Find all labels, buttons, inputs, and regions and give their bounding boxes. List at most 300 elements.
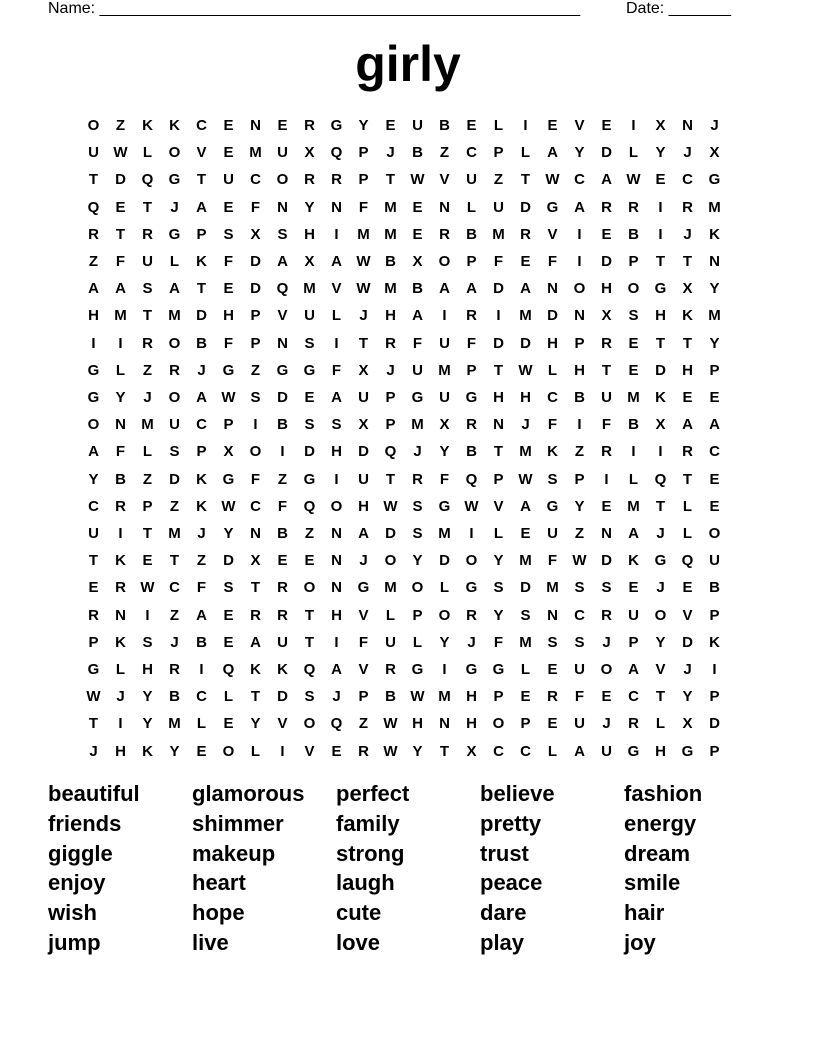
grid-letter: A — [574, 198, 585, 216]
grid-letter: K — [250, 661, 261, 678]
grid-letter: X — [304, 144, 315, 162]
grid-letter: P — [520, 715, 531, 733]
grid-letter: E — [547, 715, 558, 733]
grid-letter: I — [334, 334, 339, 352]
grid-letter: W — [86, 688, 101, 706]
grid-letter: A — [331, 389, 342, 406]
grid-letter: J — [170, 633, 179, 651]
grid-letter: H — [601, 280, 612, 298]
grid-letter: T — [88, 171, 99, 189]
grid-letter: B — [466, 443, 477, 461]
grid-letter: L — [682, 525, 693, 542]
grid-letter: D — [277, 389, 288, 406]
grid-letter: P — [412, 606, 423, 624]
grid-letter: O — [465, 552, 478, 570]
grid-letter: E — [709, 497, 720, 515]
grid-letter: Z — [169, 606, 180, 624]
grid-letter: I — [334, 225, 339, 243]
grid-letter: J — [683, 225, 692, 243]
grid-letter: G — [330, 117, 343, 134]
grid-letter: N — [682, 117, 693, 134]
grid-letter: K — [115, 552, 126, 570]
grid-letter: T — [385, 171, 396, 189]
grid-letter: O — [87, 416, 100, 434]
grid-letter: A — [547, 144, 558, 162]
grid-letter: M — [627, 497, 640, 515]
grid-letter: Q — [276, 280, 289, 298]
grid-letter: W — [356, 253, 371, 270]
header-line — [48, 0, 748, 20]
grid-letter: K — [628, 552, 639, 570]
grid-letter: R — [250, 606, 261, 624]
grid-letter: C — [574, 171, 585, 189]
grid-letter: J — [359, 552, 368, 570]
word-bank-item: play — [480, 930, 525, 955]
grid-letter: I — [118, 715, 123, 733]
grid-letter: A — [358, 525, 369, 542]
grid-letter: Y — [142, 715, 153, 733]
grid-letter: S — [574, 633, 585, 651]
word-bank-item: live — [192, 930, 229, 955]
grid-letter: H — [466, 688, 477, 706]
grid-letter: E — [466, 117, 477, 134]
grid-letter: L — [385, 606, 396, 624]
grid-letter: E — [628, 579, 639, 597]
word-bank-item: hair — [624, 900, 665, 926]
grid-letter: V — [682, 606, 693, 624]
grid-letter: N — [574, 307, 585, 325]
grid-letter: P — [493, 470, 504, 488]
grid-letter: W — [410, 688, 425, 706]
grid-letter: R — [466, 307, 477, 325]
grid-letter: Y — [250, 715, 261, 733]
grid-letter: Z — [358, 715, 369, 733]
grid-letter: B — [466, 225, 477, 243]
word-bank-item: friends — [48, 810, 122, 836]
grid-letter: C — [250, 171, 261, 189]
grid-letter: C — [493, 742, 504, 760]
grid-letter: D — [601, 253, 612, 270]
grid-letter: Y — [709, 280, 720, 298]
grid-letter: P — [223, 416, 234, 434]
grid-letter: Y — [709, 334, 720, 352]
grid-letter: V — [358, 661, 369, 678]
grid-letter: R — [439, 225, 450, 243]
grid-letter: I — [334, 633, 339, 651]
grid-letter: L — [331, 307, 342, 325]
grid-letter: J — [359, 307, 368, 325]
grid-letter: E — [223, 715, 234, 733]
grid-letter: I — [658, 198, 663, 216]
grid-letter: M — [384, 225, 397, 243]
grid-letter: K — [709, 633, 720, 651]
grid-letter: Y — [412, 552, 423, 570]
grid-letter: G — [357, 579, 370, 597]
grid-letter: R — [601, 606, 612, 624]
grid-letter: K — [196, 470, 207, 488]
grid-letter: D — [250, 280, 261, 298]
grid-letter: E — [601, 225, 612, 243]
grid-letter: Z — [142, 361, 153, 379]
grid-letter: W — [221, 497, 236, 515]
grid-letter: I — [577, 416, 582, 434]
grid-letter: U — [493, 198, 504, 216]
grid-letter: D — [493, 334, 504, 352]
grid-letter: E — [385, 117, 396, 134]
grid-letter: S — [223, 579, 234, 597]
grid-letter: W — [572, 552, 587, 570]
grid-letter: R — [466, 416, 477, 434]
grid-letter: S — [331, 416, 342, 434]
grid-letter: G — [411, 661, 424, 678]
grid-letter: U — [169, 416, 180, 434]
grid-letter: W — [626, 171, 641, 189]
grid-letter: E — [709, 470, 720, 488]
grid-letter: Z — [277, 470, 288, 488]
grid-letter: S — [304, 688, 315, 706]
grid-letter: S — [628, 307, 639, 325]
grid-letter: F — [601, 416, 612, 434]
grid-letter: S — [304, 416, 315, 434]
grid-letter: U — [547, 525, 558, 542]
grid-letter: G — [465, 389, 478, 406]
grid-letter: R — [628, 198, 639, 216]
grid-letter: P — [358, 144, 369, 162]
grid-letter: S — [520, 606, 531, 624]
grid-letter: Y — [115, 389, 126, 406]
grid-letter: D — [304, 443, 315, 461]
grid-letter: O — [627, 280, 640, 298]
grid-letter: E — [412, 198, 423, 216]
grid-letter: W — [518, 361, 533, 379]
grid-letter: I — [469, 525, 474, 542]
grid-letter: D — [277, 688, 288, 706]
grid-letter: E — [223, 198, 234, 216]
grid-letter: A — [331, 253, 342, 270]
grid-letter: E — [277, 117, 288, 134]
grid-letter: G — [708, 171, 721, 189]
grid-letter: J — [116, 688, 125, 706]
grid-letter: T — [682, 470, 693, 488]
grid-letter: E — [223, 144, 234, 162]
grid-letter: U — [439, 334, 450, 352]
grid-letter: O — [438, 606, 451, 624]
grid-letter: R — [88, 606, 99, 624]
grid-letter: O — [168, 334, 181, 352]
grid-letter: B — [196, 633, 207, 651]
grid-letter: E — [682, 389, 693, 406]
grid-letter: Q — [141, 171, 154, 189]
grid-letter: Q — [330, 144, 343, 162]
grid-letter: T — [250, 688, 261, 706]
grid-letter: Z — [574, 443, 585, 461]
grid-letter: G — [222, 361, 235, 379]
grid-letter: L — [169, 253, 180, 270]
grid-letter: F — [574, 688, 585, 706]
grid-letter: F — [466, 334, 477, 352]
grid-letter: I — [280, 742, 285, 760]
grid-letter: I — [199, 661, 204, 678]
grid-letter: X — [466, 742, 477, 760]
grid-letter: G — [546, 497, 559, 515]
grid-letter: L — [115, 661, 126, 678]
grid-letter: F — [547, 253, 558, 270]
grid-letter: J — [710, 117, 719, 134]
grid-letter: S — [142, 280, 153, 298]
grid-letter: W — [410, 171, 425, 189]
grid-letter: H — [223, 307, 234, 325]
grid-letter: R — [142, 225, 153, 243]
grid-letter: Q — [303, 497, 316, 515]
grid-letter: P — [709, 688, 720, 706]
grid-letter: V — [196, 144, 207, 162]
grid-letter: D — [601, 552, 612, 570]
grid-letter: L — [520, 144, 531, 162]
grid-letter: I — [604, 470, 609, 488]
grid-letter: M — [438, 361, 451, 379]
grid-letter: T — [655, 334, 666, 352]
grid-letter: G — [654, 280, 667, 298]
grid-letter: I — [442, 661, 447, 678]
grid-letter: P — [709, 606, 720, 624]
grid-letter: M — [519, 633, 532, 651]
grid-letter: H — [547, 334, 558, 352]
grid-letter: C — [466, 144, 477, 162]
grid-letter: A — [88, 443, 99, 461]
grid-letter: G — [168, 171, 181, 189]
grid-letter: W — [518, 470, 533, 488]
grid-letter: E — [601, 117, 612, 134]
grid-letter: H — [304, 225, 315, 243]
grid-letter: T — [358, 334, 369, 352]
grid-letter: F — [115, 253, 126, 270]
grid-letter: G — [87, 389, 100, 406]
grid-letter: O — [384, 552, 397, 570]
grid-letter: E — [223, 606, 234, 624]
grid-letter: X — [682, 715, 693, 733]
grid-letter: H — [142, 661, 153, 678]
grid-letter: H — [115, 742, 126, 760]
grid-letter: K — [115, 633, 126, 651]
word-bank-item: giggle — [48, 840, 113, 866]
grid-letter: X — [250, 225, 261, 243]
grid-letter: W — [221, 389, 236, 406]
grid-letter: R — [142, 334, 153, 352]
grid-letter: Y — [439, 633, 450, 651]
grid-letter: E — [628, 361, 639, 379]
grid-letter: T — [88, 715, 99, 733]
grid-letter: G — [546, 198, 559, 216]
word-bank-item: heart — [192, 870, 246, 896]
grid-letter: M — [519, 307, 532, 325]
grid-letter: D — [115, 171, 126, 189]
word-bank-item: trust — [480, 840, 529, 866]
grid-letter: V — [439, 171, 450, 189]
grid-letter: F — [250, 470, 261, 488]
grid-letter: D — [547, 307, 558, 325]
grid-letter: M — [384, 280, 397, 298]
grid-letter: P — [628, 633, 639, 651]
grid-letter: P — [574, 470, 585, 488]
grid-letter: N — [250, 117, 261, 134]
grid-letter: E — [655, 171, 666, 189]
grid-letter: O — [438, 253, 451, 270]
grid-letter: U — [358, 389, 369, 406]
grid-letter: J — [602, 715, 611, 733]
grid-letter: D — [493, 280, 504, 298]
grid-letter: H — [682, 361, 693, 379]
grid-letter: Q — [384, 443, 397, 461]
grid-letter: T — [142, 307, 153, 325]
grid-letter: B — [412, 144, 423, 162]
word-bank-item: dare — [480, 900, 527, 926]
grid-letter: S — [574, 579, 585, 597]
grid-letter: J — [197, 525, 206, 542]
grid-letter: M — [384, 198, 397, 216]
grid-letter: P — [88, 633, 99, 651]
name-field-label: Name: ______________________________________________________ — [48, 0, 581, 17]
grid-letter: M — [114, 307, 127, 325]
grid-letter: U — [628, 606, 639, 624]
grid-letter: R — [304, 171, 315, 189]
grid-letter: D — [601, 144, 612, 162]
grid-letter: H — [520, 389, 531, 406]
grid-letter: D — [169, 470, 180, 488]
grid-letter: U — [277, 144, 288, 162]
grid-letter: J — [413, 443, 422, 461]
grid-letter: I — [496, 307, 501, 325]
word-bank-item: perfect — [336, 781, 410, 806]
grid-letter: E — [520, 688, 531, 706]
grid-letter: Y — [493, 552, 504, 570]
word-bank-item: shimmer — [192, 810, 284, 836]
grid-letter: R — [682, 443, 693, 461]
word-bank-item: makeup — [192, 840, 276, 866]
grid-letter: A — [196, 389, 207, 406]
grid-letter: F — [223, 253, 234, 270]
grid-letter: J — [656, 579, 665, 597]
grid-letter: T — [88, 552, 99, 570]
grid-letter: O — [222, 742, 235, 760]
grid-letter: O — [330, 497, 343, 515]
grid-letter: A — [628, 661, 639, 678]
word-bank-item: peace — [480, 870, 543, 896]
grid-letter: H — [466, 715, 477, 733]
grid-letter: O — [654, 606, 667, 624]
grid-letter: B — [385, 688, 396, 706]
word-bank-item: jump — [48, 930, 101, 955]
grid-letter: I — [442, 307, 447, 325]
grid-letter: F — [277, 497, 288, 515]
grid-letter: T — [439, 742, 450, 760]
grid-letter: M — [411, 416, 424, 434]
grid-letter: O — [573, 280, 586, 298]
grid-letter: R — [169, 361, 180, 379]
word-bank-item: laugh — [336, 870, 395, 896]
grid-letter: Q — [654, 470, 667, 488]
word-bank-item: love — [336, 930, 381, 955]
grid-letter: L — [547, 742, 558, 760]
grid-letter: C — [682, 171, 693, 189]
grid-letter: R — [682, 198, 693, 216]
grid-letter: L — [466, 198, 477, 216]
grid-letter: O — [303, 715, 316, 733]
grid-letter: S — [277, 225, 288, 243]
grid-letter: I — [145, 606, 150, 624]
grid-letter: M — [627, 389, 640, 406]
grid-letter: U — [88, 144, 99, 162]
grid-letter: B — [574, 389, 585, 406]
grid-letter: A — [709, 416, 720, 434]
grid-letter: P — [250, 307, 261, 325]
grid-letter: F — [331, 361, 342, 379]
grid-letter: A — [115, 280, 126, 298]
grid-letter: U — [223, 171, 234, 189]
word-bank-item: pretty — [480, 810, 542, 836]
grid-letter: C — [196, 688, 207, 706]
grid-letter: J — [386, 361, 395, 379]
grid-letter: X — [682, 280, 693, 298]
grid-letter: F — [250, 198, 261, 216]
grid-letter: U — [412, 361, 423, 379]
grid-letter: A — [169, 280, 180, 298]
grid-letter: D — [250, 253, 261, 270]
grid-letter: N — [331, 579, 342, 597]
grid-letter: Y — [655, 633, 666, 651]
grid-letter: R — [115, 497, 126, 515]
grid-letter: Z — [304, 525, 315, 542]
grid-letter: I — [658, 225, 663, 243]
grid-letter: Z — [196, 552, 207, 570]
grid-letter: K — [655, 389, 666, 406]
grid-letter: P — [358, 688, 369, 706]
grid-letter: D — [439, 552, 450, 570]
grid-letter: S — [601, 579, 612, 597]
grid-letter: F — [412, 334, 423, 352]
grid-letter: V — [574, 117, 585, 134]
word-bank-item: enjoy — [48, 870, 106, 896]
grid-letter: U — [277, 633, 288, 651]
word-bank-item: smile — [624, 870, 681, 896]
grid-letter: S — [493, 579, 504, 597]
grid-letter: I — [523, 117, 528, 134]
grid-letter: R — [169, 661, 180, 678]
grid-letter: D — [709, 715, 720, 733]
word-bank-item: fashion — [624, 781, 703, 806]
grid-letter: O — [411, 579, 424, 597]
grid-letter: M — [438, 525, 451, 542]
grid-letter: H — [331, 606, 342, 624]
grid-letter: R — [277, 606, 288, 624]
grid-letter: N — [493, 416, 504, 434]
grid-letter: I — [658, 443, 663, 461]
grid-letter: B — [277, 525, 288, 542]
grid-letter: R — [628, 715, 639, 733]
grid-letter: I — [91, 334, 96, 352]
grid-letter: M — [519, 552, 532, 570]
grid-letter: A — [439, 280, 450, 298]
grid-letter: M — [168, 715, 181, 733]
grid-letter: G — [303, 361, 316, 379]
grid-letter: S — [304, 334, 315, 352]
grid-letter: J — [683, 144, 692, 162]
grid-letter: M — [438, 688, 451, 706]
grid-letter: T — [682, 253, 693, 270]
grid-letter: F — [547, 552, 558, 570]
grid-letter: T — [493, 361, 504, 379]
word-bank-item: believe — [480, 781, 555, 806]
grid-letter: E — [412, 225, 423, 243]
